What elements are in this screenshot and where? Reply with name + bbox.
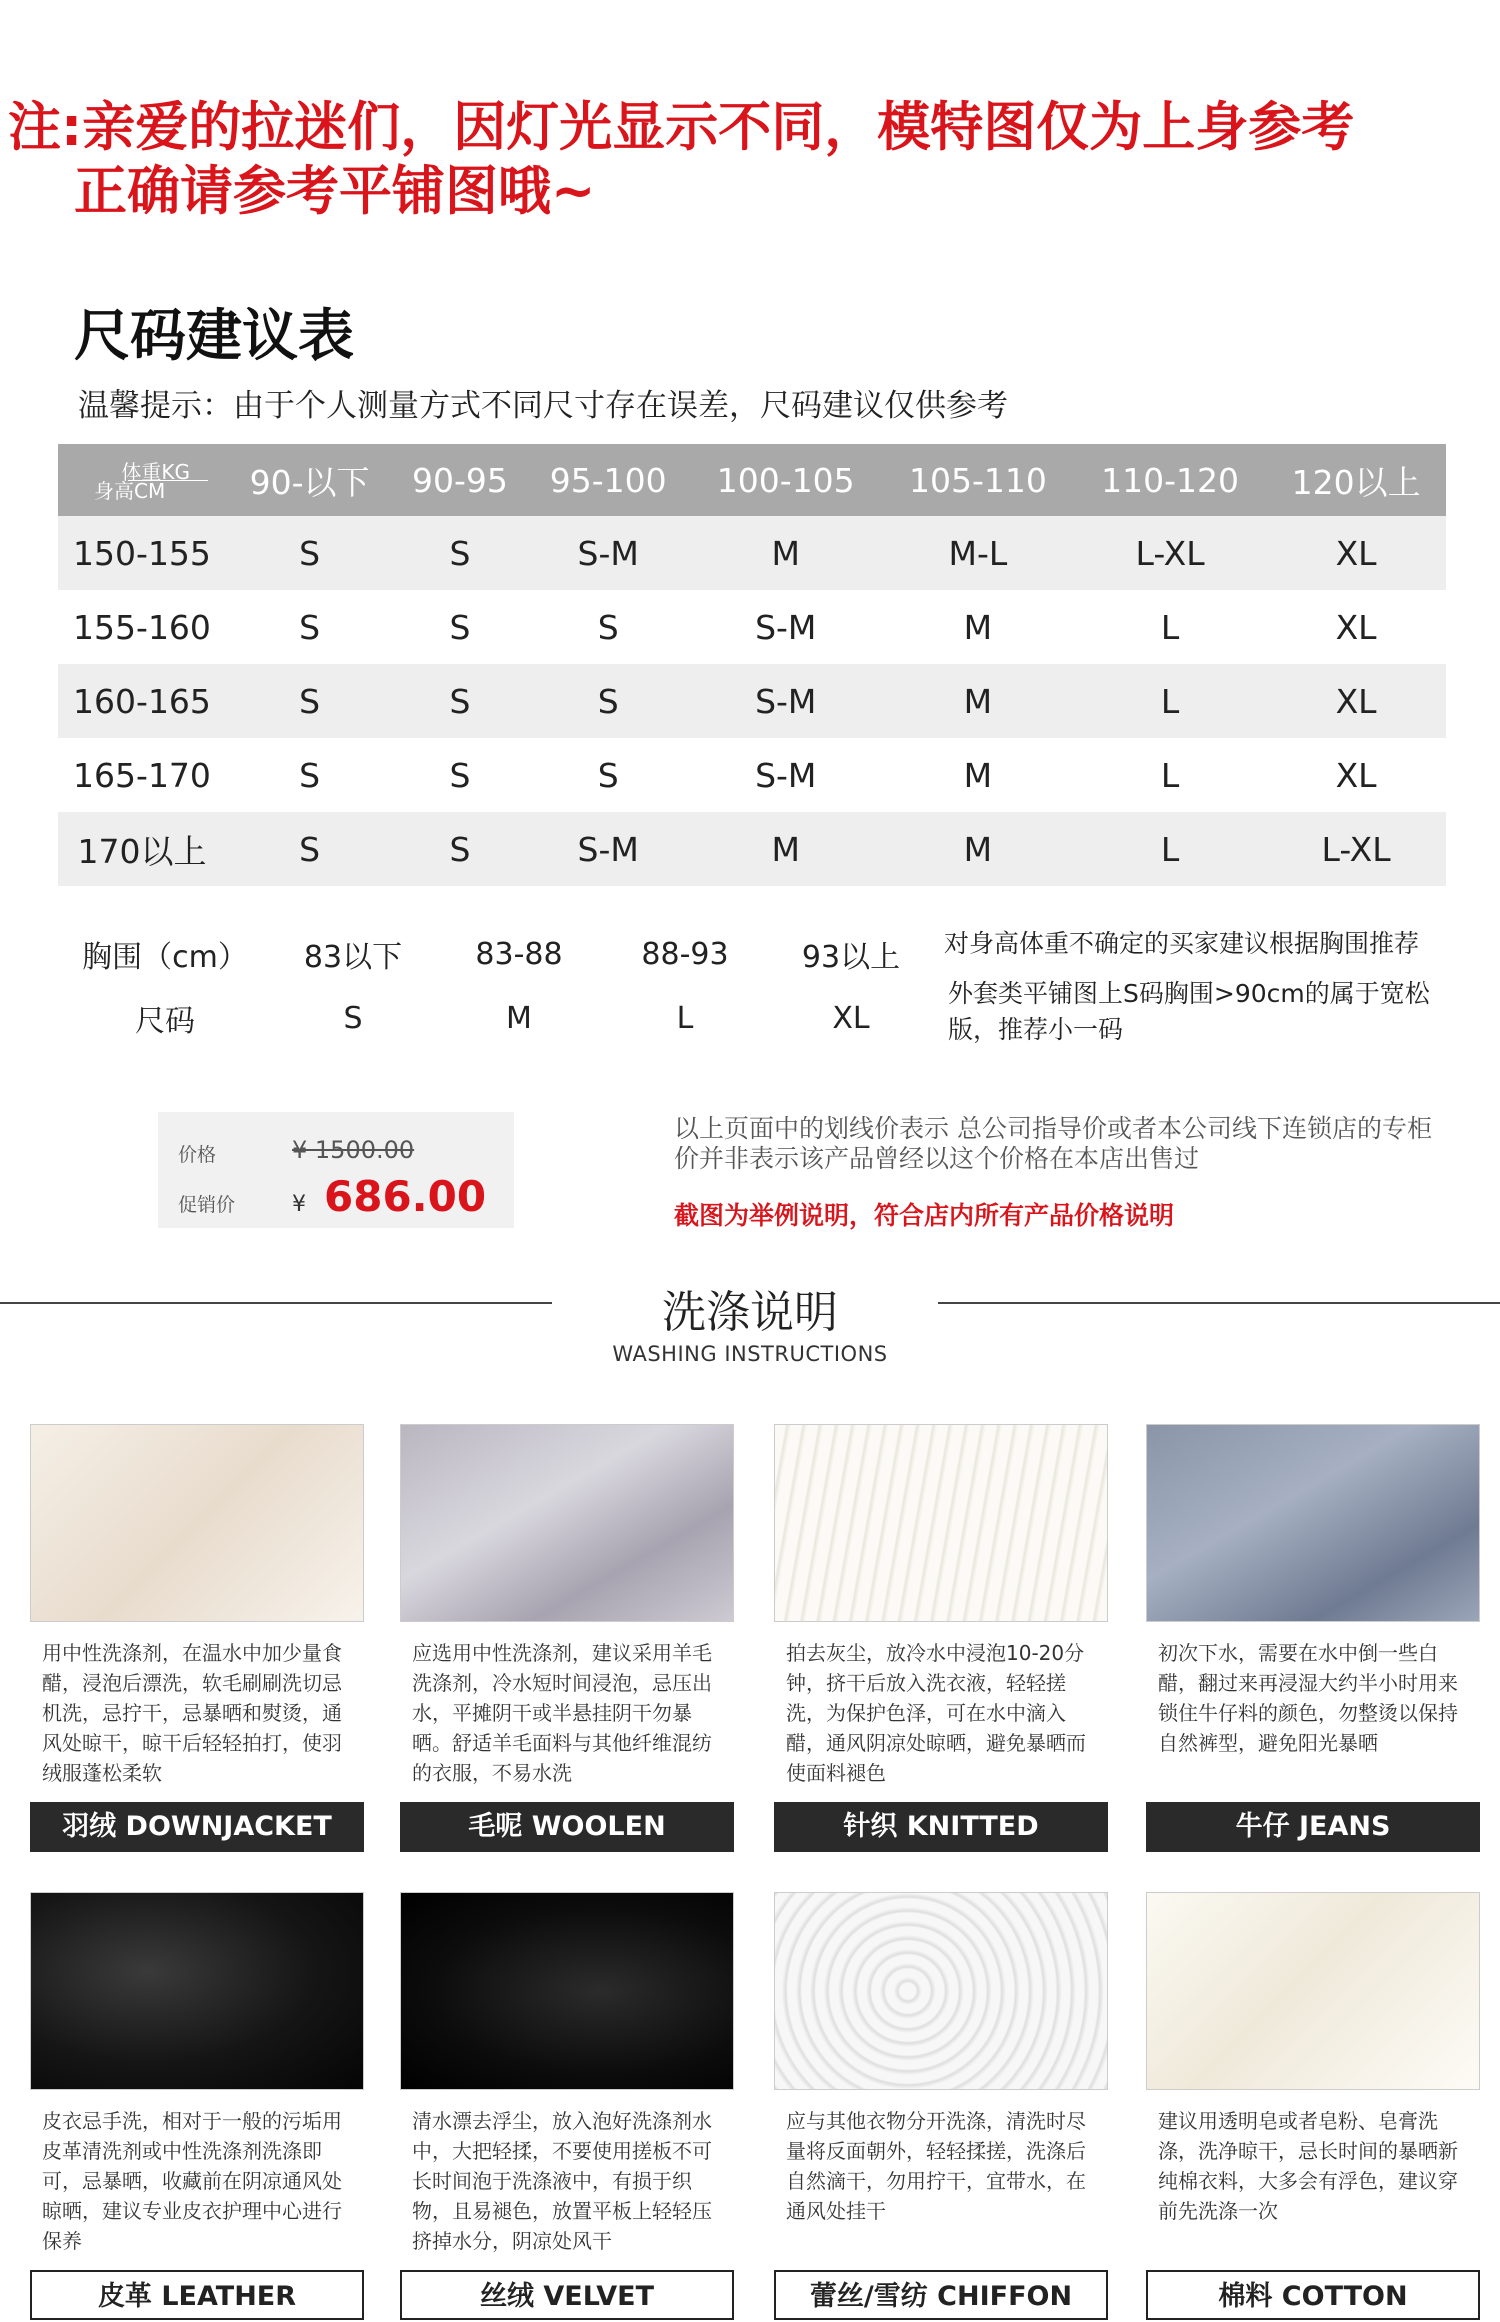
table-row	[58, 516, 1446, 590]
weight-header: 90-以下	[226, 444, 393, 516]
notice-line-1: 注:亲爱的拉迷们，因灯光显示不同，模特图仅为上身参考	[8, 97, 1355, 158]
table-row	[58, 812, 1446, 886]
size-cell: S	[393, 664, 527, 738]
table-row	[58, 738, 1446, 812]
bust-size-label: 尺码	[135, 1004, 195, 1039]
wash-desc: 应选用中性洗涤剂，建议采用羊毛洗涤剂，冷水短时间浸泡，忌压出水，平摊阴干或半悬挂阴干勿暴晒。舒适羊毛面料与其他纤维混纺的衣服，不易水洗	[412, 1641, 712, 1785]
size-cell: M-L	[882, 516, 1074, 590]
size-cell: L	[1074, 664, 1266, 738]
wash-desc: 皮衣忌手洗，相对于一般的污垢用皮革清洗剂或中性洗涤剂洗涤即可，忌暴晒，收藏前在阴凉通风处晾晒，建议专业皮衣护理中心进行保养	[42, 2109, 342, 2253]
bust-size-value: L	[676, 1000, 694, 1036]
notice	[8, 96, 1488, 224]
wash-label: 毛呢 WOOLEN	[400, 1802, 734, 1852]
size-cell: S-M	[690, 664, 882, 738]
size-cell: S	[226, 812, 393, 886]
table-row	[58, 664, 1446, 738]
promo-price-label: 促销价	[178, 1194, 236, 1216]
size-cell: S	[393, 516, 527, 590]
size-cell: S-M	[690, 738, 882, 812]
size-table-corner	[58, 444, 226, 516]
bust-size-value: M	[506, 1000, 532, 1036]
height-cell: 170以上	[58, 812, 226, 886]
size-cell: S	[393, 738, 527, 812]
bust-value: 88-93	[641, 936, 729, 972]
bust-row	[60, 922, 934, 986]
wash-card-jeans	[1146, 1424, 1480, 1842]
size-cell: M	[690, 516, 882, 590]
wash-card-woolen	[400, 1424, 734, 1842]
size-cell: S-M	[527, 812, 690, 886]
wash-desc: 清水漂去浮尘，放入泡好洗涤剂水中，大把轻揉，不要使用搓板不可长时间泡于洗涤液中，有损于织物，且易褪色，放置平板上轻轻压挤掉水分，阴凉处风干	[412, 2109, 712, 2253]
size-chart-title: 尺码建议表	[74, 304, 354, 369]
fabric-image	[774, 1892, 1108, 2090]
height-cell: 155-160	[58, 590, 226, 664]
corner-height-label: 身高CM	[94, 479, 166, 503]
size-cell: M	[882, 738, 1074, 812]
bust-note-2: 外套类平铺图上S码胸围>90cm的属于宽松版，推荐小一码	[948, 979, 1430, 1044]
size-cell: M	[882, 590, 1074, 664]
corner-weight-label: 体重KG	[121, 460, 190, 484]
height-cell: 160-165	[58, 664, 226, 738]
weight-header: 90-95	[393, 444, 527, 516]
wash-label: 牛仔 JEANS	[1146, 1802, 1480, 1852]
wash-card-cotton	[1146, 1892, 1480, 2312]
wash-card-chiffon	[774, 1892, 1108, 2312]
wash-desc: 拍去灰尘，放冷水中浸泡10-20分钟，挤干后放入洗衣液，轻轻搓洗，为保护色泽，可在水中滴入醋，通风阴凉处晾晒，避免暴晒而使面料褪色	[786, 1641, 1086, 1785]
bust-value: 93以上	[801, 940, 901, 975]
washing-title: 洗涤说明	[662, 1287, 838, 1338]
size-cell: S	[527, 590, 690, 664]
size-cell: L-XL	[1074, 516, 1266, 590]
fabric-image	[30, 1892, 364, 2090]
notice-line-2: 正确请参考平铺图哦~	[74, 161, 596, 222]
size-cell: XL	[1266, 516, 1446, 590]
size-cell: XL	[1266, 664, 1446, 738]
size-cell: M	[690, 812, 882, 886]
size-table	[58, 444, 1446, 886]
size-cell: S	[226, 664, 393, 738]
size-cell: S	[226, 590, 393, 664]
wash-desc: 应与其他衣物分开洗涤，清洗时尽量将反面朝外，轻轻揉搓，洗涤后自然滴干，勿用拧干，宜带水，在通风处挂干	[786, 2109, 1086, 2223]
weight-header: 120以上	[1266, 444, 1446, 516]
fabric-image	[400, 1424, 734, 1622]
size-cell: S	[226, 516, 393, 590]
wash-desc: 初次下水，需要在水中倒一些白醋，翻过来再浸湿大约半小时用来锁住牛仔料的颜色，勿整烫以保持自然裤型，避免阳光暴晒	[1158, 1641, 1458, 1755]
size-cell: L	[1074, 812, 1266, 886]
size-table-header	[58, 444, 1446, 516]
size-cell: L	[1074, 738, 1266, 812]
weight-header: 110-120	[1074, 444, 1266, 516]
wash-label: 丝绒 VELVET	[400, 2270, 734, 2320]
bust-table	[60, 922, 934, 1050]
size-cell: S-M	[690, 590, 882, 664]
fabric-image	[1146, 1892, 1480, 2090]
size-cell: M	[882, 664, 1074, 738]
bust-size-value: S	[343, 1000, 363, 1036]
height-cell: 150-155	[58, 516, 226, 590]
size-cell: S-M	[527, 516, 690, 590]
wash-desc: 用中性洗涤剂，在温水中加少量食醋，浸泡后漂洗，软毛刷刷洗切忌机洗，忌拧干，忌暴晒和熨烫，通风处晾干，晾干后轻轻拍打，使羽绒服蓬松柔软	[42, 1641, 342, 1785]
washing-subtitle: WASHING INSTRUCTIONS	[612, 1342, 888, 1366]
wash-card-leather	[30, 1892, 364, 2312]
bust-size-row	[60, 986, 934, 1050]
fabric-image	[1146, 1424, 1480, 1622]
size-chart-tip: 温馨提示：由于个人测量方式不同尺寸存在误差，尺码建议仅供参考	[78, 388, 1008, 424]
height-cell: 165-170	[58, 738, 226, 812]
wash-label: 蕾丝/雪纺 CHIFFON	[774, 2270, 1108, 2320]
price-label: 价格	[178, 1144, 217, 1166]
bust-label: 胸围（cm）	[82, 940, 248, 975]
size-cell: L	[1074, 590, 1266, 664]
size-cell: S	[393, 590, 527, 664]
size-cell: S	[393, 812, 527, 886]
weight-header: 95-100	[527, 444, 690, 516]
size-cell: L-XL	[1266, 812, 1446, 886]
wash-label: 棉料 COTTON	[1146, 2270, 1480, 2320]
size-cell: M	[882, 812, 1074, 886]
fabric-image	[30, 1424, 364, 1622]
wash-label: 针织 KNITTED	[774, 1802, 1108, 1852]
bust-value: 83以下	[303, 940, 403, 975]
table-row	[58, 590, 1446, 664]
size-cell: S	[527, 738, 690, 812]
size-cell: S	[527, 664, 690, 738]
wash-card-downjacket	[30, 1424, 364, 1842]
wash-label: 羽绒 DOWNJACKET	[30, 1802, 364, 1852]
bust-note-1: 对身高体重不确定的买家建议根据胸围推荐	[944, 929, 1420, 958]
size-cell: S	[226, 738, 393, 812]
wash-card-velvet	[400, 1892, 734, 2312]
wash-label: 皮革 LEATHER	[30, 2270, 364, 2320]
original-price: ¥ 1500.00	[292, 1136, 415, 1164]
size-cell: XL	[1266, 738, 1446, 812]
bust-value: 83-88	[475, 936, 563, 972]
price-box	[158, 1112, 514, 1228]
wash-card-knitted	[774, 1424, 1108, 1842]
fabric-image	[774, 1424, 1108, 1622]
wash-desc: 建议用透明皂或者皂粉、皂膏洗涤，洗净晾干，忌长时间的暴晒新纯棉衣料，大多会有浮色，建议穿前先洗涤一次	[1158, 2109, 1458, 2223]
bust-size-value: XL	[832, 1000, 870, 1036]
currency-symbol: ¥	[292, 1192, 306, 1217]
weight-header: 100-105	[690, 444, 882, 516]
size-cell: XL	[1266, 590, 1446, 664]
price-note: 以上页面中的划线价表示 总公司指导价或者本公司线下连锁店的专柜价并非表示该产品曾经以这个价格在本店出售过	[674, 1114, 1432, 1173]
fabric-image	[400, 1892, 734, 2090]
price-note-red: 截图为举例说明，符合店内所有产品价格说明	[674, 1201, 1175, 1230]
weight-header: 105-110	[882, 444, 1074, 516]
sale-price: 686.00	[324, 1172, 487, 1221]
